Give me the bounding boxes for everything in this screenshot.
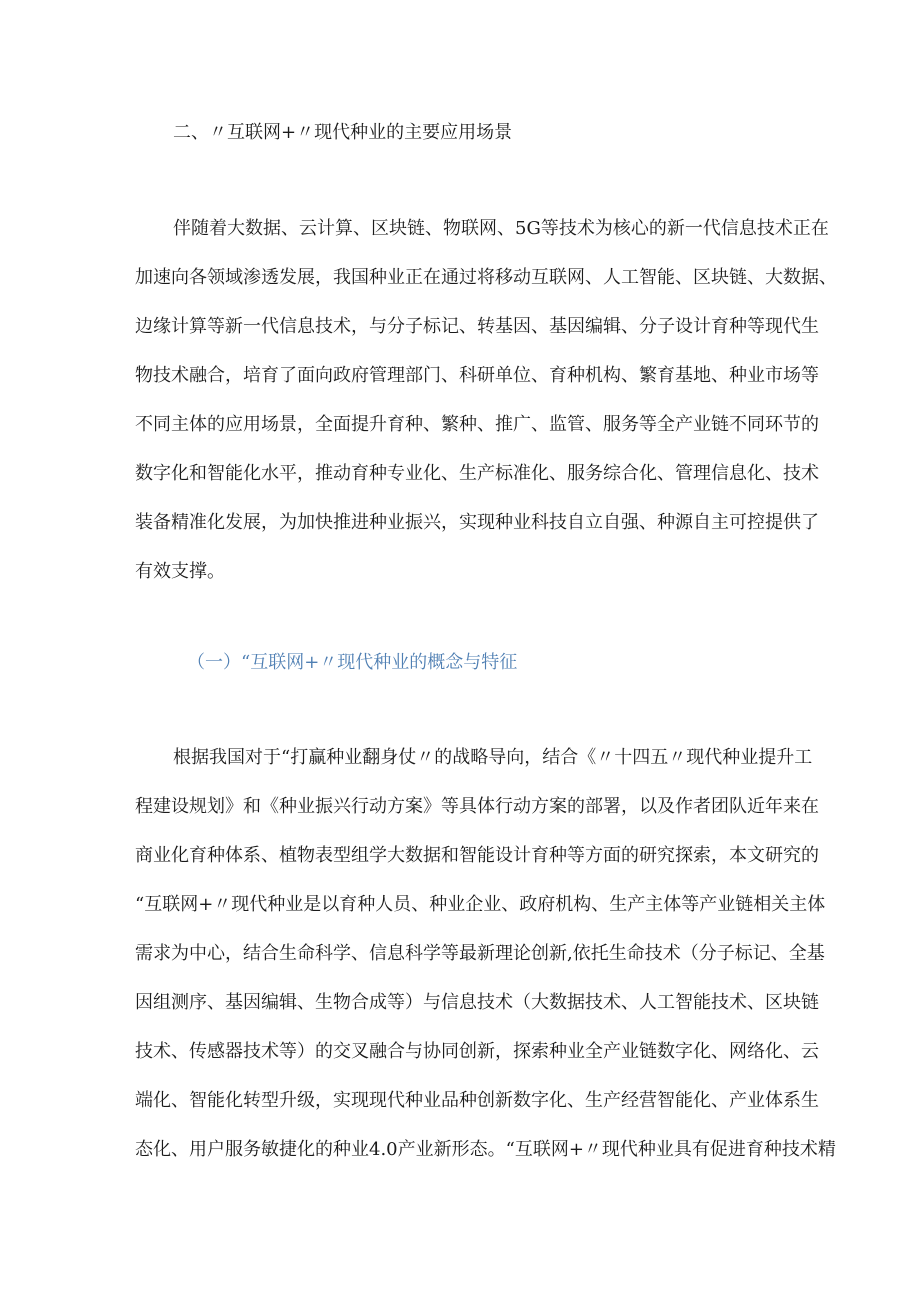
paragraph-application-scenarios xyxy=(135,216,837,608)
sub-heading: （一）“互联网+〃现代种业的概念与特征 xyxy=(187,652,518,673)
paragraph-line: 加速向各领域渗透发展，我国种业正在通过将移动互联网、人工智能、区块链、大数据、 xyxy=(135,267,837,288)
section-heading: 二、〃互联网+〃现代种业的主要应用场景 xyxy=(173,122,513,143)
paragraph-concept-features xyxy=(135,745,836,1186)
paragraph-line: 商业化育种体系、植物表型组学大数据和智能设计育种等方面的研究探索，本文研究的 xyxy=(135,845,819,866)
paragraph-line: 态化、用户服务敏捷化的种业4.0产业新形态。“互联网+〃现代种业具有促进育种技术精 xyxy=(135,1139,836,1160)
paragraph-line: 需求为中心，结合生命科学、信息科学等最新理论创新,依托生命技术（分子标记、全基 xyxy=(135,943,825,964)
paragraph-line: 因组测序、基因编辑、生物合成等）与信息技术（大数据技术、人工智能技术、区块链 xyxy=(135,992,819,1013)
paragraph-line: 边缘计算等新一代信息技术，与分子标记、转基因、基因编辑、分子设计育种等现代生 xyxy=(135,316,819,337)
paragraph-line: 装备精准化发展，为加快推进种业振兴，实现种业科技自立自强、种源自主可控提供了 xyxy=(135,512,819,533)
paragraph-line: 程建设规划》和《种业振兴行动方案》等具体行动方案的部署，以及作者团队近年来在 xyxy=(135,796,819,817)
paragraph-line: 端化、智能化转型升级，实现现代种业品种创新数字化、生产经营智能化、产业体系生 xyxy=(135,1090,819,1111)
paragraph-line: 数字化和智能化水平，推动育种专业化、生产标准化、服务综合化、管理信息化、技术 xyxy=(135,463,819,484)
paragraph-line: 根据我国对于“打赢种业翻身仗〃的战略导向，结合《〃十四五〃现代种业提升工 xyxy=(173,747,813,768)
paragraph-line: 伴随着大数据、云计算、区块链、物联网、5G等技术为核心的新一代信息技术正在 xyxy=(173,218,829,239)
paragraph-line: 有效支撑。 xyxy=(135,561,225,582)
paragraph-line: 不同主体的应用场景，全面提升育种、繁种、推广、监管、服务等全产业链不同环节的 xyxy=(135,414,819,435)
paragraph-line: 物技术融合，培育了面向政府管理部门、科研单位、育种机构、繁育基地、种业市场等 xyxy=(135,365,819,386)
paragraph-line: 技术、传感器技术等）的交叉融合与协同创新，探索种业全产业链数字化、网络化、云 xyxy=(135,1041,819,1062)
paragraph-line: “互联网+〃现代种业是以育种人员、种业企业、政府机构、生产主体等产业链相关主体 xyxy=(135,894,826,915)
